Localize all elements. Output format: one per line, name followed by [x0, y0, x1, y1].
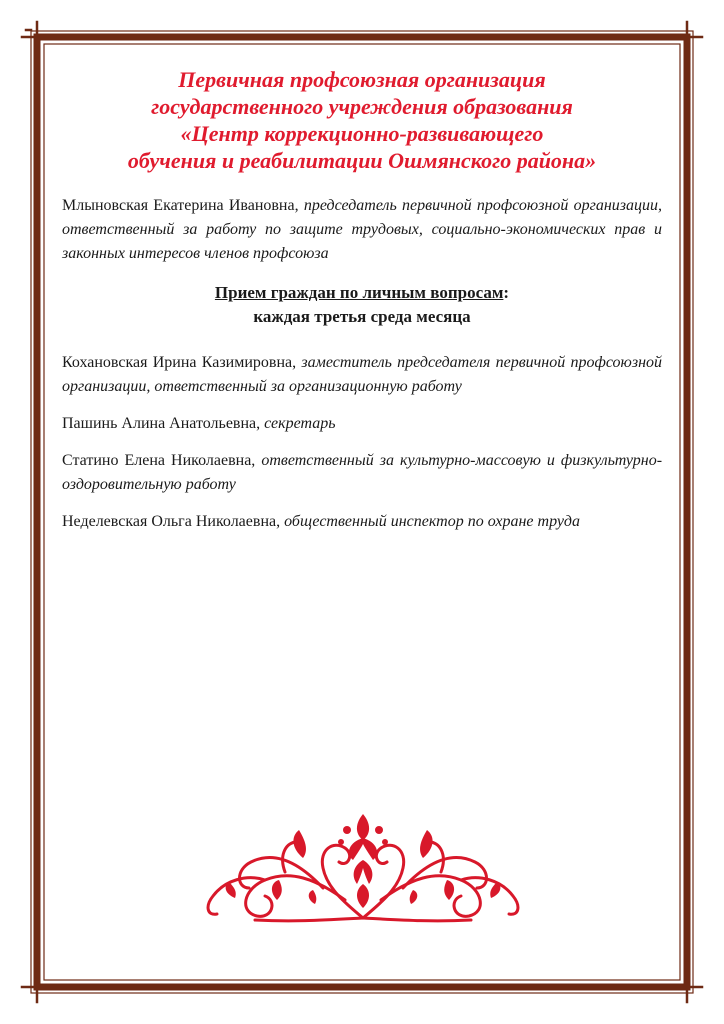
person-name: Статино Елена Николаевна,	[62, 452, 256, 469]
reception-block	[62, 281, 662, 329]
person-role: общественный инспектор по охране труда	[284, 513, 581, 530]
person-name: Кохановская Ирина Казимировна,	[62, 354, 297, 371]
member-entry	[62, 351, 662, 399]
person-role: заместитель председателя первичной профсоюзной организации, ответственный за организационную работу	[62, 354, 663, 395]
member-entry	[62, 412, 662, 436]
person-name: Неделевская Ольга Николаевна,	[62, 513, 281, 530]
person-name: Пашинь Алина Анатольевна,	[62, 415, 261, 432]
title-line: «Центр коррекционно-развивающего	[180, 121, 544, 146]
organization-title	[62, 66, 662, 174]
person-role: ответственный за культурно-массовую и физкультурно-оздоровительную работу	[62, 452, 663, 493]
title-line: Первичная профсоюзная организация	[178, 67, 546, 92]
person-role: секретарь	[264, 415, 336, 432]
member-entry	[62, 510, 662, 534]
document-body	[62, 66, 662, 534]
person-name: Млыновская Екатерина Ивановна,	[62, 197, 299, 214]
floral-ornament-icon	[195, 808, 531, 928]
reception-heading: Прием граждан по личным вопросам	[214, 283, 504, 302]
member-entry	[62, 449, 662, 497]
reception-colon: :	[503, 283, 510, 302]
chairman-entry	[62, 194, 662, 266]
title-line: обучения и реабилитации Ошмянского района»	[127, 148, 597, 173]
title-line: государственного учреждения образования	[151, 94, 573, 119]
reception-schedule: каждая третья среда месяца	[253, 307, 471, 326]
person-role: председатель первичной профсоюзной организации, ответственный за работу по защите трудовых, социально-экономических прав и законных интересов членов профсоюза	[62, 197, 663, 262]
